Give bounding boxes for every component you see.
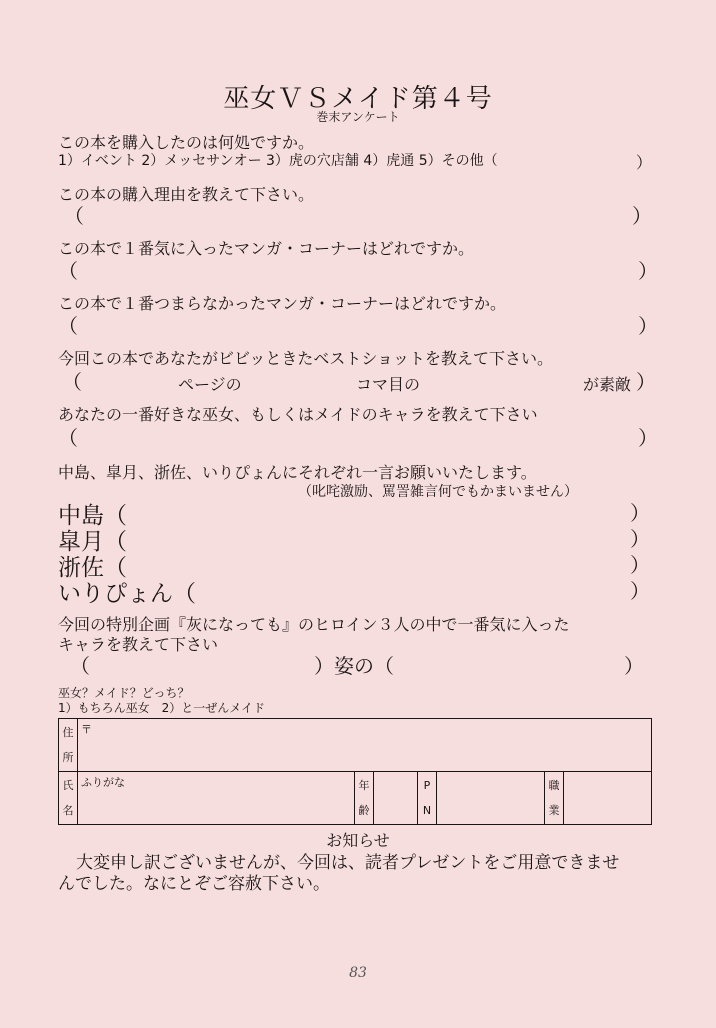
notice-line2: んでした。なにとぞご容赦下さい。 — [58, 874, 330, 894]
favorite-close-paren: ） — [638, 259, 658, 283]
furigana-label: ふりがな — [81, 776, 125, 789]
address-label: 住 所 — [59, 719, 78, 772]
page-title: 巫女ＶＳメイド第４号 — [223, 84, 493, 114]
pen-name-label: P N — [418, 772, 437, 825]
least-open-paren: （ — [58, 314, 78, 338]
message-note: （叱咤激励、罵詈雑言何でもかまいません） — [298, 484, 578, 500]
author-iripyon-label: いりぴょん（ — [58, 581, 196, 607]
author-nakajima-label: 中島（ — [58, 503, 127, 529]
page-subtitle: 巻末アンケート — [316, 110, 400, 124]
character-close-paren: ） — [638, 426, 658, 450]
reason-close-paren: ） — [632, 204, 652, 228]
heroine-close-paren: ） — [624, 654, 644, 678]
question-least-favorite-manga: この本で１番つまらなかったマンガ・コーナーはどれですか。 — [58, 294, 507, 313]
bestshot-page-label: ページの — [178, 375, 242, 394]
purchase-place-close-paren: ） — [636, 153, 653, 172]
least-close-paren: ） — [638, 314, 658, 338]
age-label: 年 齢 — [355, 772, 374, 825]
page-number: 83 — [349, 965, 367, 981]
question-purchase-place: この本を購入したのは何処ですか。 — [58, 133, 315, 152]
bestshot-koma-label: コマ目の — [356, 375, 421, 394]
author-iripyon-close-paren: ） — [630, 579, 650, 603]
author-nakajima-close-paren: ） — [630, 501, 650, 525]
author-sessa-close-paren: ） — [630, 553, 650, 577]
address-field[interactable] — [78, 719, 652, 772]
question-favorite-character: あなたの一番好きな巫女、もしくはメイドのキャラを教えて下さい — [58, 405, 538, 424]
question-message-to-authors: 中島、皐月、浙佐、いりぴょんにそれぞれ一言お願いいたします。 — [58, 463, 537, 482]
age-field[interactable] — [374, 772, 418, 825]
name-field[interactable] — [78, 772, 355, 825]
bestshot-open-paren: （ — [62, 370, 82, 394]
question-heroine-line1: 今回の特別企画『灰になっても』のヒロイン３人の中で一番気に入った — [58, 615, 570, 634]
question-best-shot: 今回この本であなたがビビッときたベストショットを教えて下さい。 — [58, 349, 554, 368]
miko-or-maid-options: 1）もちろん巫女 2）と一ぜんメイド — [58, 701, 266, 715]
bestshot-close-paren: ） — [636, 370, 656, 394]
reason-open-paren: （ — [64, 204, 84, 228]
notice-title: お知らせ — [326, 831, 390, 850]
question-purchase-reason: この本の購入理由を教えて下さい。 — [58, 185, 315, 204]
bestshot-suteki-label: が素敵 — [583, 375, 632, 394]
author-satsuki-label: 皐月（ — [58, 529, 127, 555]
question-miko-or-maid: 巫女？メイド？どっち？ — [58, 686, 190, 700]
author-sessa-label: 浙佐（ — [58, 555, 127, 581]
question-heroine-line2: キャラを教えて下さい — [58, 635, 219, 654]
pen-name-field[interactable] — [437, 772, 545, 825]
favorite-open-paren: （ — [58, 259, 78, 283]
heroine-sugata-label: ）姿の（ — [314, 654, 394, 678]
notice-line1: 大変申し訳ございませんが、今回は、読者プレゼントをご用意できませ — [76, 853, 620, 873]
name-label: 氏 名 — [59, 772, 78, 825]
reader-info-form — [58, 718, 652, 825]
heroine-open-paren: （ — [70, 654, 90, 678]
occupation-field[interactable] — [564, 772, 652, 825]
purchase-place-options: 1）イベント 2）メッセサンオー 3）虎の穴店舗 4）虎通 5）その他（ — [58, 153, 498, 169]
character-open-paren: （ — [58, 426, 78, 450]
postal-mark: 〒 — [81, 723, 92, 736]
question-favorite-manga: この本で１番気に入ったマンガ・コーナーはどれですか。 — [58, 239, 475, 258]
author-satsuki-close-paren: ） — [630, 527, 650, 551]
occupation-label: 職 業 — [545, 772, 564, 825]
